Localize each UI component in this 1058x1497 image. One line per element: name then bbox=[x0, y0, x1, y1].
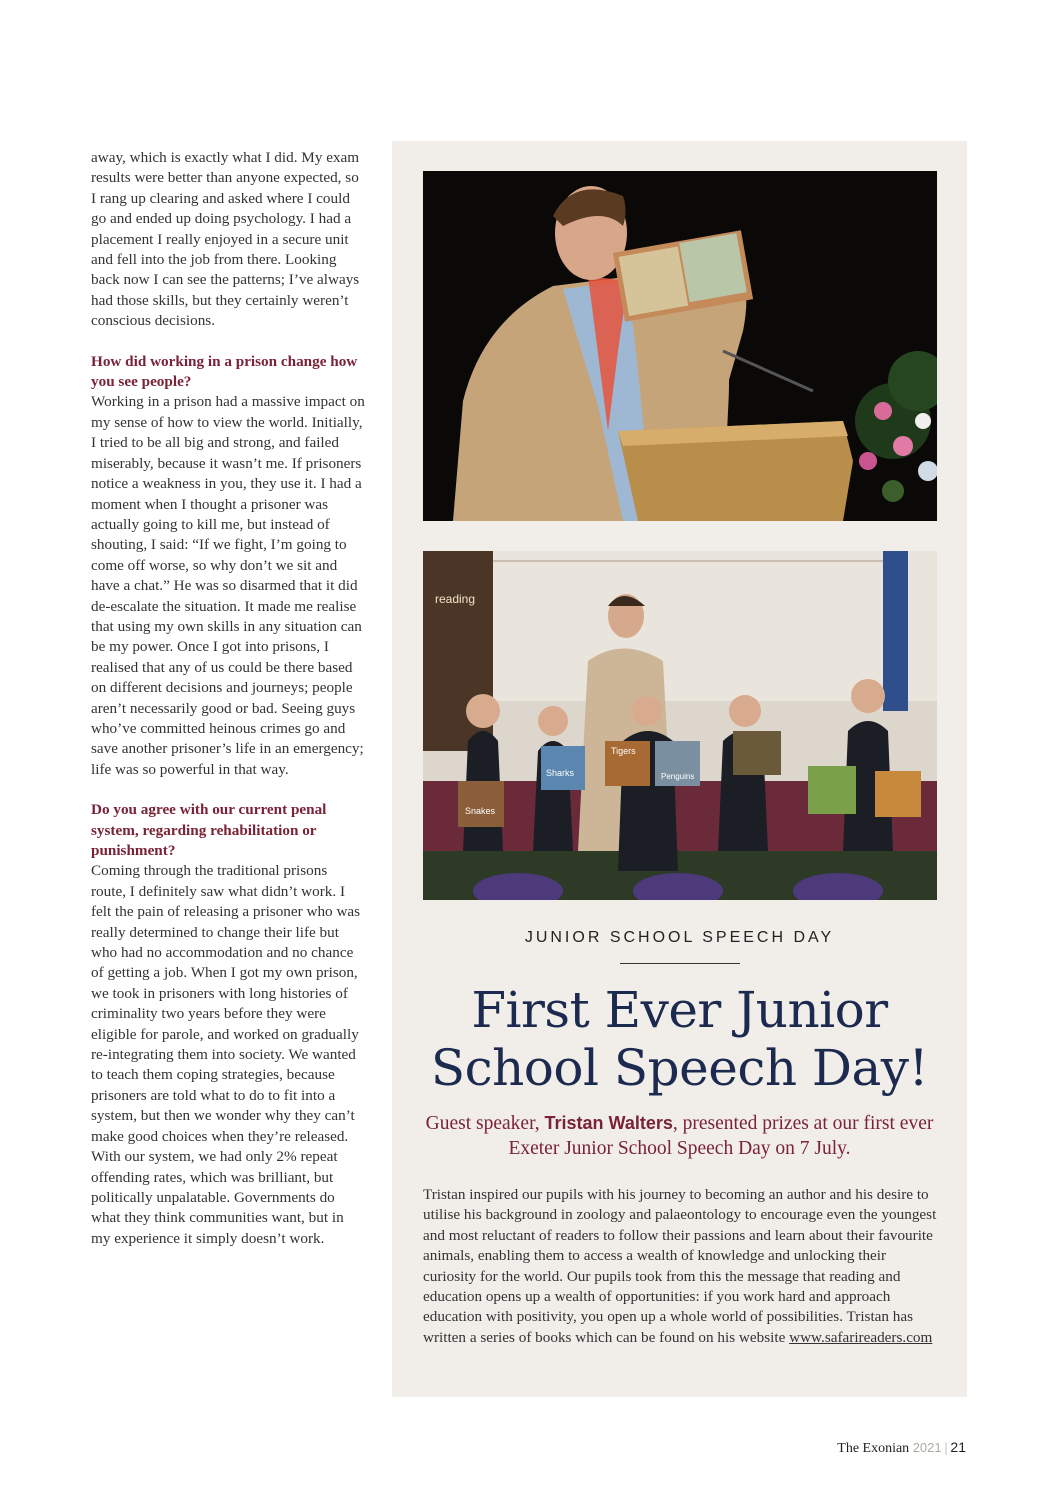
paragraph: Working in a prison had a massive impact on my sense of how to view the world. Initially, I tried to be all big and strong, and failed miserably, because it wasn’t me. If prisoners notice a weakness in you, they use it. I had a moment when I thought a prisoner was actually going to kill me, but instead of shouting, I said: “If we fight, I’m going to come off worse, so why don’t we sit and have a chat.” He was so disarmed that it did de-escalate the situation. It made me realise that using my own skills in any situation can be my power. Once I got into prisons, I realised that any of us could be there based on different decisions and journeys; people aren’t necessarily good or bad. Seeing guys who’ve committed heinous crimes go and save another prisoner’s life in an emergency; life was so powerful in that way. bbox=[91, 393, 365, 778]
book-title-tigers: Tigers bbox=[611, 746, 636, 756]
page-footer bbox=[837, 1439, 966, 1457]
book-title-penguins: Penguins bbox=[661, 772, 695, 781]
article-body-text: Tristan inspired our pupils with his journey to becoming an author and his desire to utilise his background in zoology and palaeontology to encourage even the youngest and most reluctant of readers to follow their passions and learn about their favourite animals, enabling them to access a wealth of knowledge and unlocking their curiosity for the world. Our pupils took from this the message that reading and education opens up a wealth of opportunities: if you work hard and approach education with positivity, you open up a whole world of possibilities. Tristan has written a series of books which can be found on his website bbox=[423, 1186, 937, 1346]
speaker-photo bbox=[423, 171, 937, 521]
group-photo bbox=[423, 551, 937, 900]
article-body bbox=[423, 1185, 943, 1348]
divider bbox=[620, 963, 740, 964]
publication-name: The Exonian bbox=[837, 1441, 910, 1456]
website-link[interactable]: www.safarireaders.com bbox=[789, 1328, 933, 1346]
headline bbox=[392, 981, 967, 1097]
page-number: 21 bbox=[950, 1439, 966, 1455]
group-photo-illustration bbox=[423, 551, 937, 900]
interview-column bbox=[91, 148, 366, 1249]
footer-separator: | bbox=[944, 1441, 948, 1456]
headline-line-2: School Speech Day! bbox=[430, 1039, 929, 1097]
standfirst bbox=[412, 1111, 947, 1161]
question-heading: How did working in a prison change how you see people? bbox=[91, 352, 358, 391]
book-title-sharks: Sharks bbox=[546, 768, 575, 778]
question-heading: Do you agree with our current penal system, regarding rehabilitation or punishment? bbox=[91, 801, 327, 859]
article-panel bbox=[392, 141, 967, 1397]
standfirst-pre: Guest speaker, bbox=[425, 1113, 545, 1134]
headline-line-1: First Ever Junior bbox=[471, 981, 888, 1039]
speaker-name: Tristan Walters bbox=[544, 1113, 673, 1133]
publication-year: 2021 bbox=[912, 1440, 942, 1455]
standfirst-post: , presented prizes at our first ever Exeter Junior School Speech Day on 7 July. bbox=[508, 1113, 934, 1159]
speaker-photo-illustration bbox=[423, 171, 937, 521]
section-kicker: JUNIOR SCHOOL SPEECH DAY bbox=[524, 929, 835, 946]
paragraph: Coming through the traditional prisons route, I definitely saw what didn’t work. I felt the pain of releasing a prisoner who was really determined to change their life but who had no accommodation and no chance of getting a job. When I got my own prison, we took in prisoners with long histories of criminality two years before they were eligible for parole, and worked on gradually re-integrating them into society. We wanted to teach them coping strategies, because prisoners are told what to do to fit into a system, but then we wonder why they can’t make good choices when they’re released. With our system, we had only 2% repeat offending rates, which was brilliant, but politically unpalatable. Governments do what they think communities want, but in my experience it simply doesn’t work. bbox=[91, 862, 361, 1247]
display-sign-text: reading bbox=[435, 592, 476, 606]
book-title-snakes: Snakes bbox=[465, 806, 496, 816]
paragraph: away, which is exactly what I did. My exam results were better than anyone expected, so I rang up clearing and asked where I could go and ended up doing psychology. I had a placement I really enjoyed in a secure unit and fell into the job from there. Looking back now I can see the patterns; I’ve always had those skills, but they certainly weren’t conscious decisions. bbox=[91, 149, 360, 330]
